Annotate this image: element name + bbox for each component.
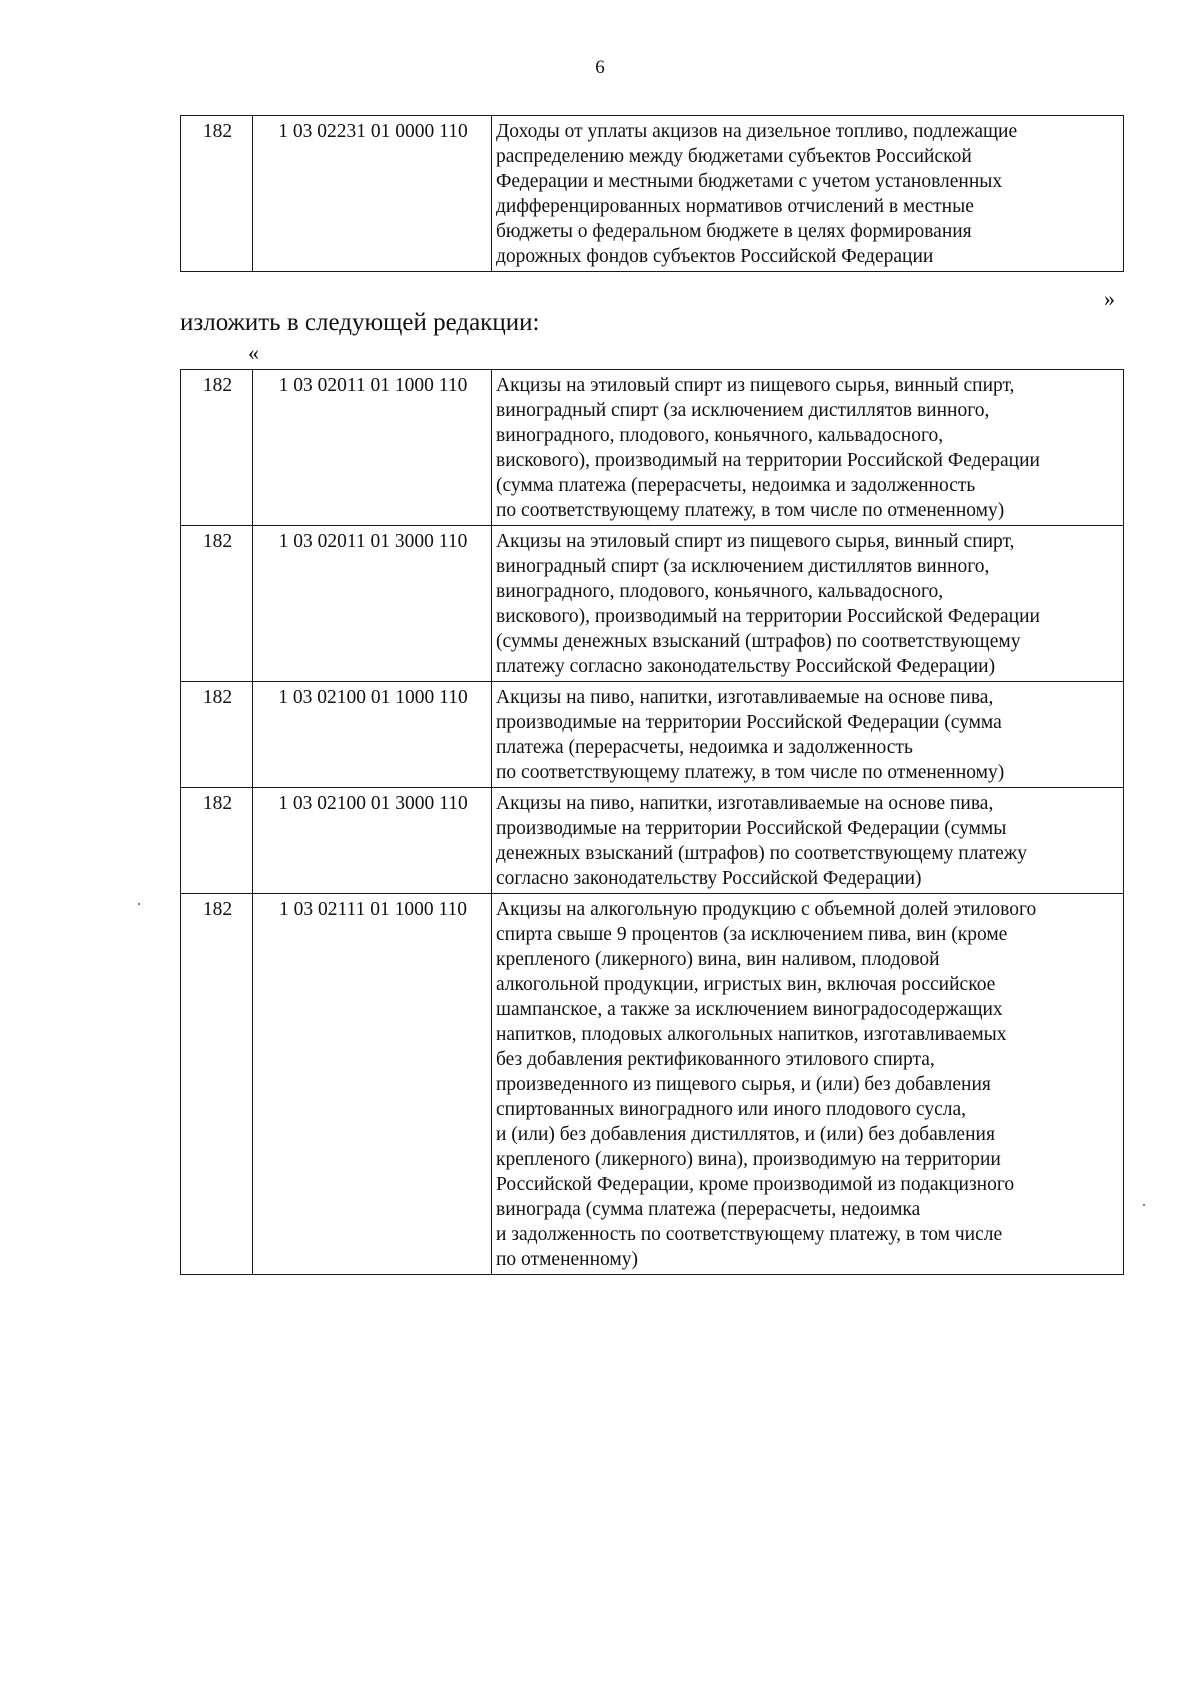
description-line: виноградного, плодового, коньячного, кальвадосного, — [496, 425, 944, 446]
description-line: шампанское, а также за исключением виноградосодержащих — [496, 999, 1003, 1020]
admin-code-cell: 182 — [181, 526, 253, 682]
description-line: дорожных фондов субъектов Российской Федерации — [496, 246, 934, 267]
admin-code-cell: 182 — [181, 788, 253, 894]
admin-code-cell: 182 — [181, 116, 253, 272]
new-table-body — [181, 370, 1124, 1275]
description-line: крепленого (ликерного) вина, вин наливом, плодовой — [496, 949, 940, 970]
budget-classification-code-cell: 1 03 02100 01 3000 110 — [253, 788, 492, 894]
table-row — [181, 116, 1124, 272]
description-line: дифференцированных нормативов отчислений в местные — [496, 196, 974, 217]
budget-classification-code-cell: 1 03 02100 01 1000 110 — [253, 682, 492, 788]
description-line: виноградного, плодового, коньячного, кальвадосного, — [496, 581, 944, 602]
description-line: (суммы денежных взысканий (штрафов) по соответствующему — [496, 631, 1021, 652]
description-line: Акцизы на пиво, напитки, изготавливаемые на основе пива, — [496, 687, 994, 708]
description-line: бюджеты о федеральном бюджете в целях формирования — [496, 221, 972, 242]
table-row — [181, 682, 1124, 788]
table-row — [181, 788, 1124, 894]
description-line: без добавления ректификованного этилового спирта, — [496, 1049, 935, 1070]
description-line: Доходы от уплаты акцизов на дизельное топливо, подлежащие — [496, 121, 1018, 142]
description-line: Акцизы на алкогольную продукцию с объемной долей этилового — [496, 899, 1037, 920]
admin-code-cell: 182 — [181, 370, 253, 526]
description-line: платежа (перерасчеты, недоимка и задолженность — [496, 737, 913, 758]
description-line: по соответствующему платежу, в том числе по отмененному) — [496, 500, 1005, 521]
revenue-description-cell — [492, 370, 1124, 526]
description-line: Акцизы на пиво, напитки, изготавливаемые на основе пива, — [496, 793, 994, 814]
description-line: Федерации и местными бюджетами с учетом установленных — [496, 171, 1003, 192]
description-line: Акцизы на этиловый спирт из пищевого сырья, винный спирт, — [496, 531, 1015, 552]
old-revenue-table — [180, 115, 1124, 272]
revenue-description-cell — [492, 526, 1124, 682]
table-row — [181, 526, 1124, 682]
description-line: по отмененному) — [496, 1249, 638, 1270]
admin-code-cell: 182 — [181, 682, 253, 788]
new-revenue-table — [180, 369, 1124, 1275]
revenue-description-cell — [492, 682, 1124, 788]
old-table-body — [181, 116, 1124, 272]
description-line: напитков, плодовых алкогольных напитков, изготавливаемых — [496, 1024, 1007, 1045]
description-line: винограда (сумма платежа (перерасчеты, недоимка — [496, 1199, 921, 1220]
description-line: Акцизы на этиловый спирт из пищевого сырья, винный спирт, — [496, 375, 1015, 396]
description-line: и задолженность по соответствующему платежу, в том числе — [496, 1224, 1003, 1245]
table-row — [181, 894, 1124, 1275]
scan-speck — [138, 903, 140, 905]
description-line: крепленого (ликерного) вина), производимую на территории — [496, 1149, 1001, 1170]
description-line: произведенного из пищевого сырья, и (или) без добавления — [496, 1074, 991, 1095]
description-line: и (или) без добавления дистиллятов, и (или) без добавления — [496, 1124, 995, 1145]
description-line: согласно законодательству Российской Федерации) — [496, 868, 922, 889]
description-line: алкогольной продукции, игристых вин, включая российское — [496, 974, 996, 995]
revenue-description-cell — [492, 116, 1124, 272]
description-line: производимые на территории Российской Федерации (сумма — [496, 712, 1002, 733]
description-line: спирта свыше 9 процентов (за исключением пива, вин (кроме — [496, 924, 1008, 945]
description-line: денежных взысканий (штрафов) по соответствующему платежу — [496, 843, 1027, 864]
description-line: распределению между бюджетами субъектов Российской — [496, 146, 972, 167]
amendment-heading: изложить в следующей редакции: — [180, 309, 540, 336]
opening-quote: « — [248, 340, 259, 365]
description-line: платежу согласно законодательству Российской Федерации) — [496, 656, 996, 677]
description-line: вискового), производимый на территории Российской Федерации — [496, 606, 1040, 627]
table-row — [181, 370, 1124, 526]
revenue-description-cell — [492, 788, 1124, 894]
scan-speck — [1143, 1204, 1145, 1206]
admin-code-cell: 182 — [181, 894, 253, 1275]
revenue-description-cell — [492, 894, 1124, 1275]
description-line: Российской Федерации, кроме производимой из подакцизного — [496, 1174, 1015, 1195]
budget-classification-code-cell: 1 03 02011 01 1000 110 — [253, 370, 492, 526]
page-number: 6 — [595, 57, 605, 78]
budget-classification-code-cell: 1 03 02011 01 3000 110 — [253, 526, 492, 682]
description-line: вискового), производимый на территории Российской Федерации — [496, 450, 1040, 471]
description-line: виноградный спирт (за исключением дистиллятов винного, — [496, 556, 990, 577]
description-line: спиртованных виноградного или иного плодового сусла, — [496, 1099, 966, 1120]
budget-classification-code-cell: 1 03 02231 01 0000 110 — [253, 116, 492, 272]
description-line: по соответствующему платежу, в том числе по отмененному) — [496, 762, 1005, 783]
closing-quote: » — [1104, 286, 1115, 311]
budget-classification-code-cell: 1 03 02111 01 1000 110 — [253, 894, 492, 1275]
description-line: виноградный спирт (за исключением дистиллятов винного, — [496, 400, 990, 421]
description-line: (сумма платежа (перерасчеты, недоимка и задолженность — [496, 475, 976, 496]
description-line: производимые на территории Российской Федерации (суммы — [496, 818, 1007, 839]
